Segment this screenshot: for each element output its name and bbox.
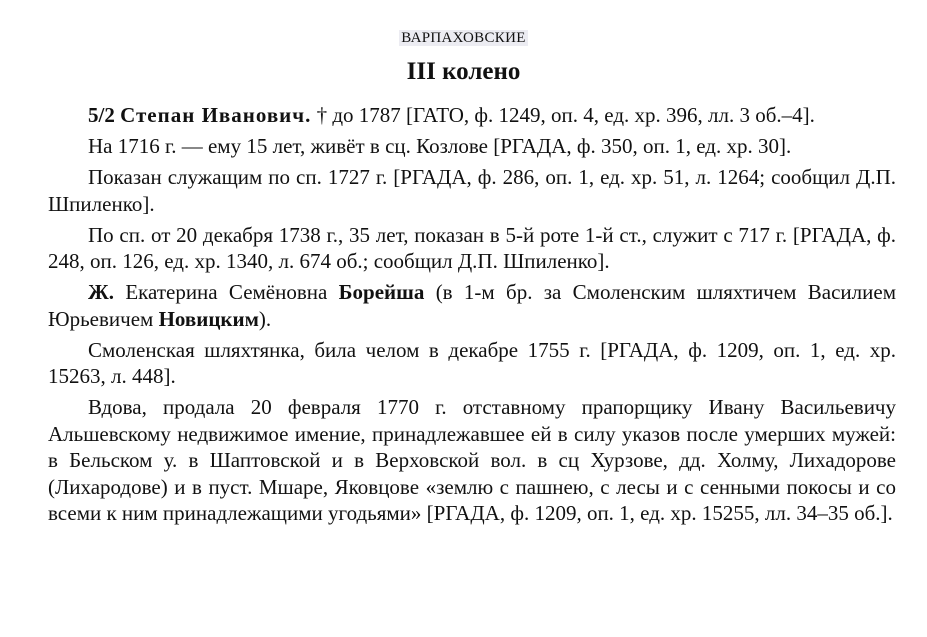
death-and-source: † до 1787 [ГАТО, ф. 1249, оп. 4, ед. хр. 396, лл. 3 об.–4]. (311, 103, 815, 127)
running-head-text: ВАРПАХОВСКИЕ (401, 30, 526, 46)
paragraph-1770: Вдова, продала 20 февраля 1770 г. отставному прапорщику Ивану Васильевичу Альшевскому недвижимое имение, принадлежавшее ей в силу указов после умерших мужей: в Бельском у. в Шаптовской и в Верховской вол. в сц Хурзове, дд. Холму, Лихадорове (Лихародове) и в пуст. Мшаре, Яковцове «землю с пашнею, с лесы и с сенными покосы и со всеми к ним принадлежащими угодьями» [РГАДА, ф. 1209, оп. 1, ед. хр. 15255, лл. 34–35 об.]. (48, 395, 896, 525)
first-husband-surname: Новицким (158, 306, 259, 331)
paragraph-1727: Показан служащим по сп. 1727 г. [РГАДА, ф. 286, оп. 1, ед. хр. 51, л. 1264; сообщил Д.П. Шпиленко]. (48, 165, 896, 216)
paragraph-1738: По сп. от 20 декабря 1738 г., 35 лет, показан в 5-й роте 1-й ст., служит с 717 г. [РГАДА, ф. 248, оп. 126, ед. хр. 1340, л. 674 об.; сообщил Д.П. Шпиленко]. (48, 222, 896, 273)
entry-body (48, 102, 896, 527)
wife-surname: Борейша (338, 280, 425, 304)
entry-header-paragraph (48, 102, 896, 129)
wife-label: Ж. (88, 280, 115, 304)
wife-paragraph (48, 279, 896, 332)
section-heading: III колено (406, 58, 521, 85)
entry-number: 5/2 (88, 103, 115, 127)
person-name: Степан Иванович. (120, 103, 312, 127)
wife-name-text: Екатерина Семёновна (114, 280, 339, 304)
wife-marriage-text: (в 1-м бр. за Смоленским шляхтичем Василием Юрьевичем (48, 280, 896, 331)
paragraph-1755: Смоленская шляхтянка, била челом в декабре 1755 г. [РГАДА, ф. 1209, оп. 1, ед. хр. 15263, л. 448]. (48, 337, 896, 388)
running-head (0, 30, 927, 47)
paragraph-1716: На 1716 г. — ему 15 лет, живёт в сц. Козлове [РГАДА, ф. 350, оп. 1, ед. хр. 30]. (88, 134, 792, 158)
wife-paragraph-end: ). (258, 306, 272, 331)
